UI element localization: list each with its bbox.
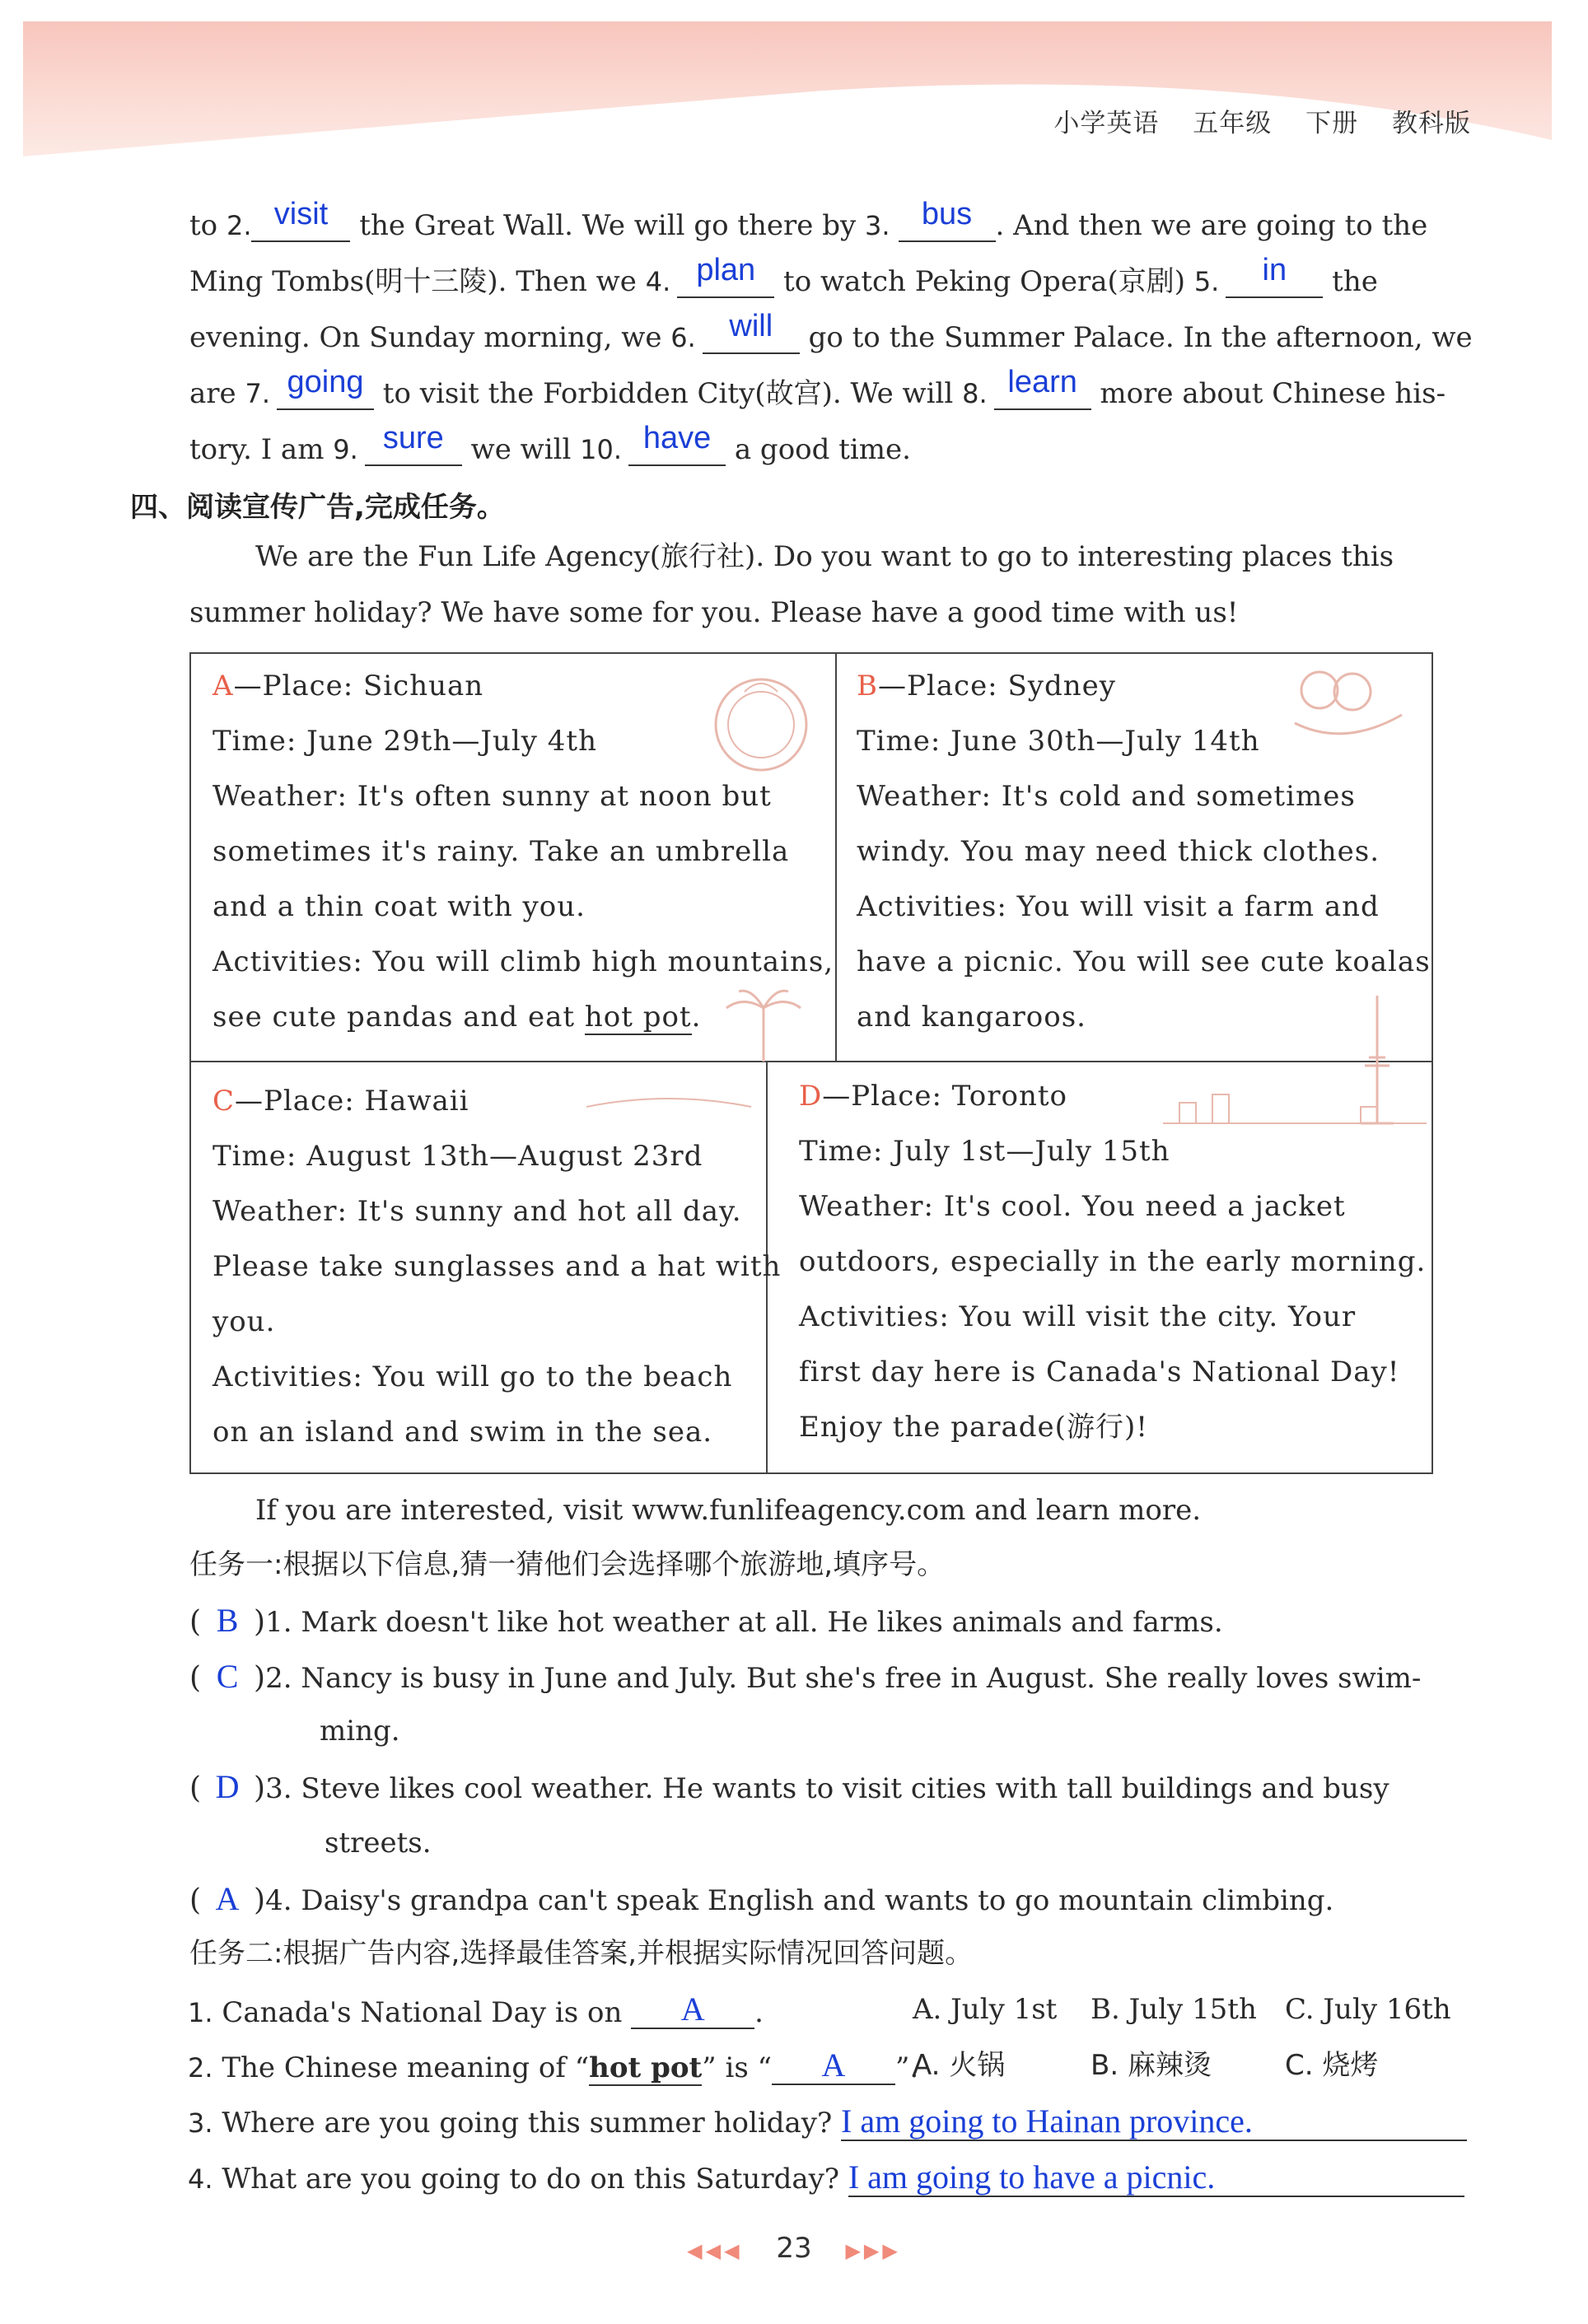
page-number-bar: [0, 2232, 1588, 2265]
passage-line-2: Ming Tombs(明十三陵). Then we 4. plan to watch Peking Opera(京剧) 5. in the: [189, 253, 1378, 298]
passage-line-4: are 7. going to visit the Forbidden City(故宫). We will 8. learn more about Chinese his-: [189, 365, 1446, 410]
intro-line-1: We are the Fun Life Agency(旅行社). Do you want to go to interesting places this: [255, 540, 1394, 573]
task1-item-4: ( A )4. Daisy's grandpa can't speak English and wants to go mountain climbing.: [189, 1880, 1334, 1917]
task1-item-2: ( C )2. Nancy is busy in June and July. But she's free in August. She really loves swim-: [189, 1658, 1422, 1695]
task1-answer-2[interactable]: C: [216, 1658, 239, 1695]
header-wave-decoration: [0, 0, 1588, 189]
task2-q3: 3. Where are you going this summer holiday? I am going to Hainan province.: [188, 2105, 1467, 2141]
task2-q4-answer[interactable]: I am going to have a picnic.: [848, 2161, 1464, 2197]
term-label: 下册: [1305, 109, 1359, 138]
website-note: If you are interested, visit www.funlifeagency.com and learn more.: [255, 1494, 1201, 1527]
edition-label: 教科版: [1392, 109, 1471, 138]
blank-8[interactable]: learn: [994, 374, 1091, 410]
ad-c: C—Place: Hawaii Time: August 13th—August 23rd Weather: It's sunny and hot all day. Please take sunglasses and a hat with you. Activities: You will go to the beach on an island and swim in the sea.: [213, 1085, 782, 1449]
divider-middle: [191, 1061, 1432, 1062]
blank-7[interactable]: going: [277, 374, 374, 410]
subject-label: 小学英语: [1053, 109, 1160, 138]
blank-4[interactable]: plan: [677, 262, 774, 298]
blank-3[interactable]: bus: [899, 206, 996, 242]
task1-item-1: ( B )1. Mark doesn't like hot weather at all. He likes animals and farms.: [189, 1602, 1223, 1639]
blank-5[interactable]: in: [1226, 262, 1323, 298]
book-info: [1029, 102, 1471, 139]
page-number: 23: [776, 2232, 812, 2265]
prev-arrows-icon: ◀◀◀: [687, 2239, 743, 2262]
task2-q3-answer[interactable]: I am going to Hainan province.: [841, 2105, 1467, 2141]
blank-6[interactable]: will: [703, 318, 800, 354]
task1-answer-3[interactable]: D: [215, 1768, 240, 1805]
task2-title: 任务二:根据广告内容,选择最佳答案,并根据实际情况回答问题。: [189, 1937, 974, 1970]
intro-line-2: summer holiday? We have some for you. Please have a good time with us!: [189, 596, 1239, 629]
section-4-title: 四、阅读宣传广告,完成任务。: [130, 491, 505, 524]
blank-9[interactable]: sure: [365, 430, 462, 466]
task2-q2-blank[interactable]: A: [772, 2049, 895, 2085]
blank-2[interactable]: visit: [251, 206, 350, 242]
task2-q2: 2. The Chinese meaning of “hot pot” is “ A ”. A. 火锅 B. 麻辣烫 C. 烧烤: [188, 2046, 1379, 2084]
divider-top: [835, 654, 837, 1062]
ad-a: A—Place: Sichuan Time: June 29th—July 4th Weather: It's often sunny at noon but sometimes it's rainy. Take an umbrella and a thin coat with you. Activities: You will climb high mountains, see cute pandas and eat hot pot.: [213, 670, 834, 1034]
passage-line-1: to 2. visit the Great Wall. We will go there by 3. bus . And then we are going to the: [189, 197, 1428, 242]
ad-d: D—Place: Toronto Time: July 1st—July 15th Weather: It's cool. You need a jacket outdoors, especially in the early morning. Activities: You will visit the city. Your first day here is Canada's National Day! Enjoy the parade(游行)!: [799, 1080, 1427, 1444]
ad-b: B—Place: Sydney Time: June 30th—July 14th Weather: It's cold and sometimes windy. You may need thick clothes. Activities: You will visit a farm and have a picnic. You will see cute koalas and kangaroos.: [857, 670, 1431, 1034]
task1-answer-1[interactable]: B: [216, 1602, 239, 1639]
task1-title: 任务一:根据以下信息,猜一猜他们会选择哪个旅游地,填序号。: [189, 1548, 946, 1581]
task2-q4: 4. What are you going to do on this Saturday? I am going to have a picnic.: [188, 2161, 1464, 2197]
next-arrows-icon: ▶▶▶: [845, 2239, 901, 2262]
blank-10[interactable]: have: [628, 430, 726, 466]
passage-line-3: evening. On Sunday morning, we 6. will go to the Summer Palace. In the afternoon, we: [189, 309, 1473, 354]
grade-label: 五年级: [1193, 109, 1273, 138]
hot-pot-term: hot pot: [584, 1001, 692, 1034]
passage-line-5: tory. I am 9. sure we will 10. have a good time.: [189, 421, 911, 466]
task1-item-3: ( D )3. Steve likes cool weather. He wants to visit cities with tall buildings and busy: [189, 1768, 1390, 1805]
ad-table: [189, 652, 1433, 1474]
task1-item-2-cont: ming.: [320, 1715, 400, 1748]
task2-q1-blank[interactable]: A: [631, 1993, 754, 2029]
task2-q1: 1. Canada's National Day is on A . A. July 1st B. July 15th C. July 16th: [188, 1990, 1451, 2029]
task1-answer-4[interactable]: A: [215, 1880, 240, 1917]
task1-item-3-cont: streets.: [325, 1827, 432, 1860]
